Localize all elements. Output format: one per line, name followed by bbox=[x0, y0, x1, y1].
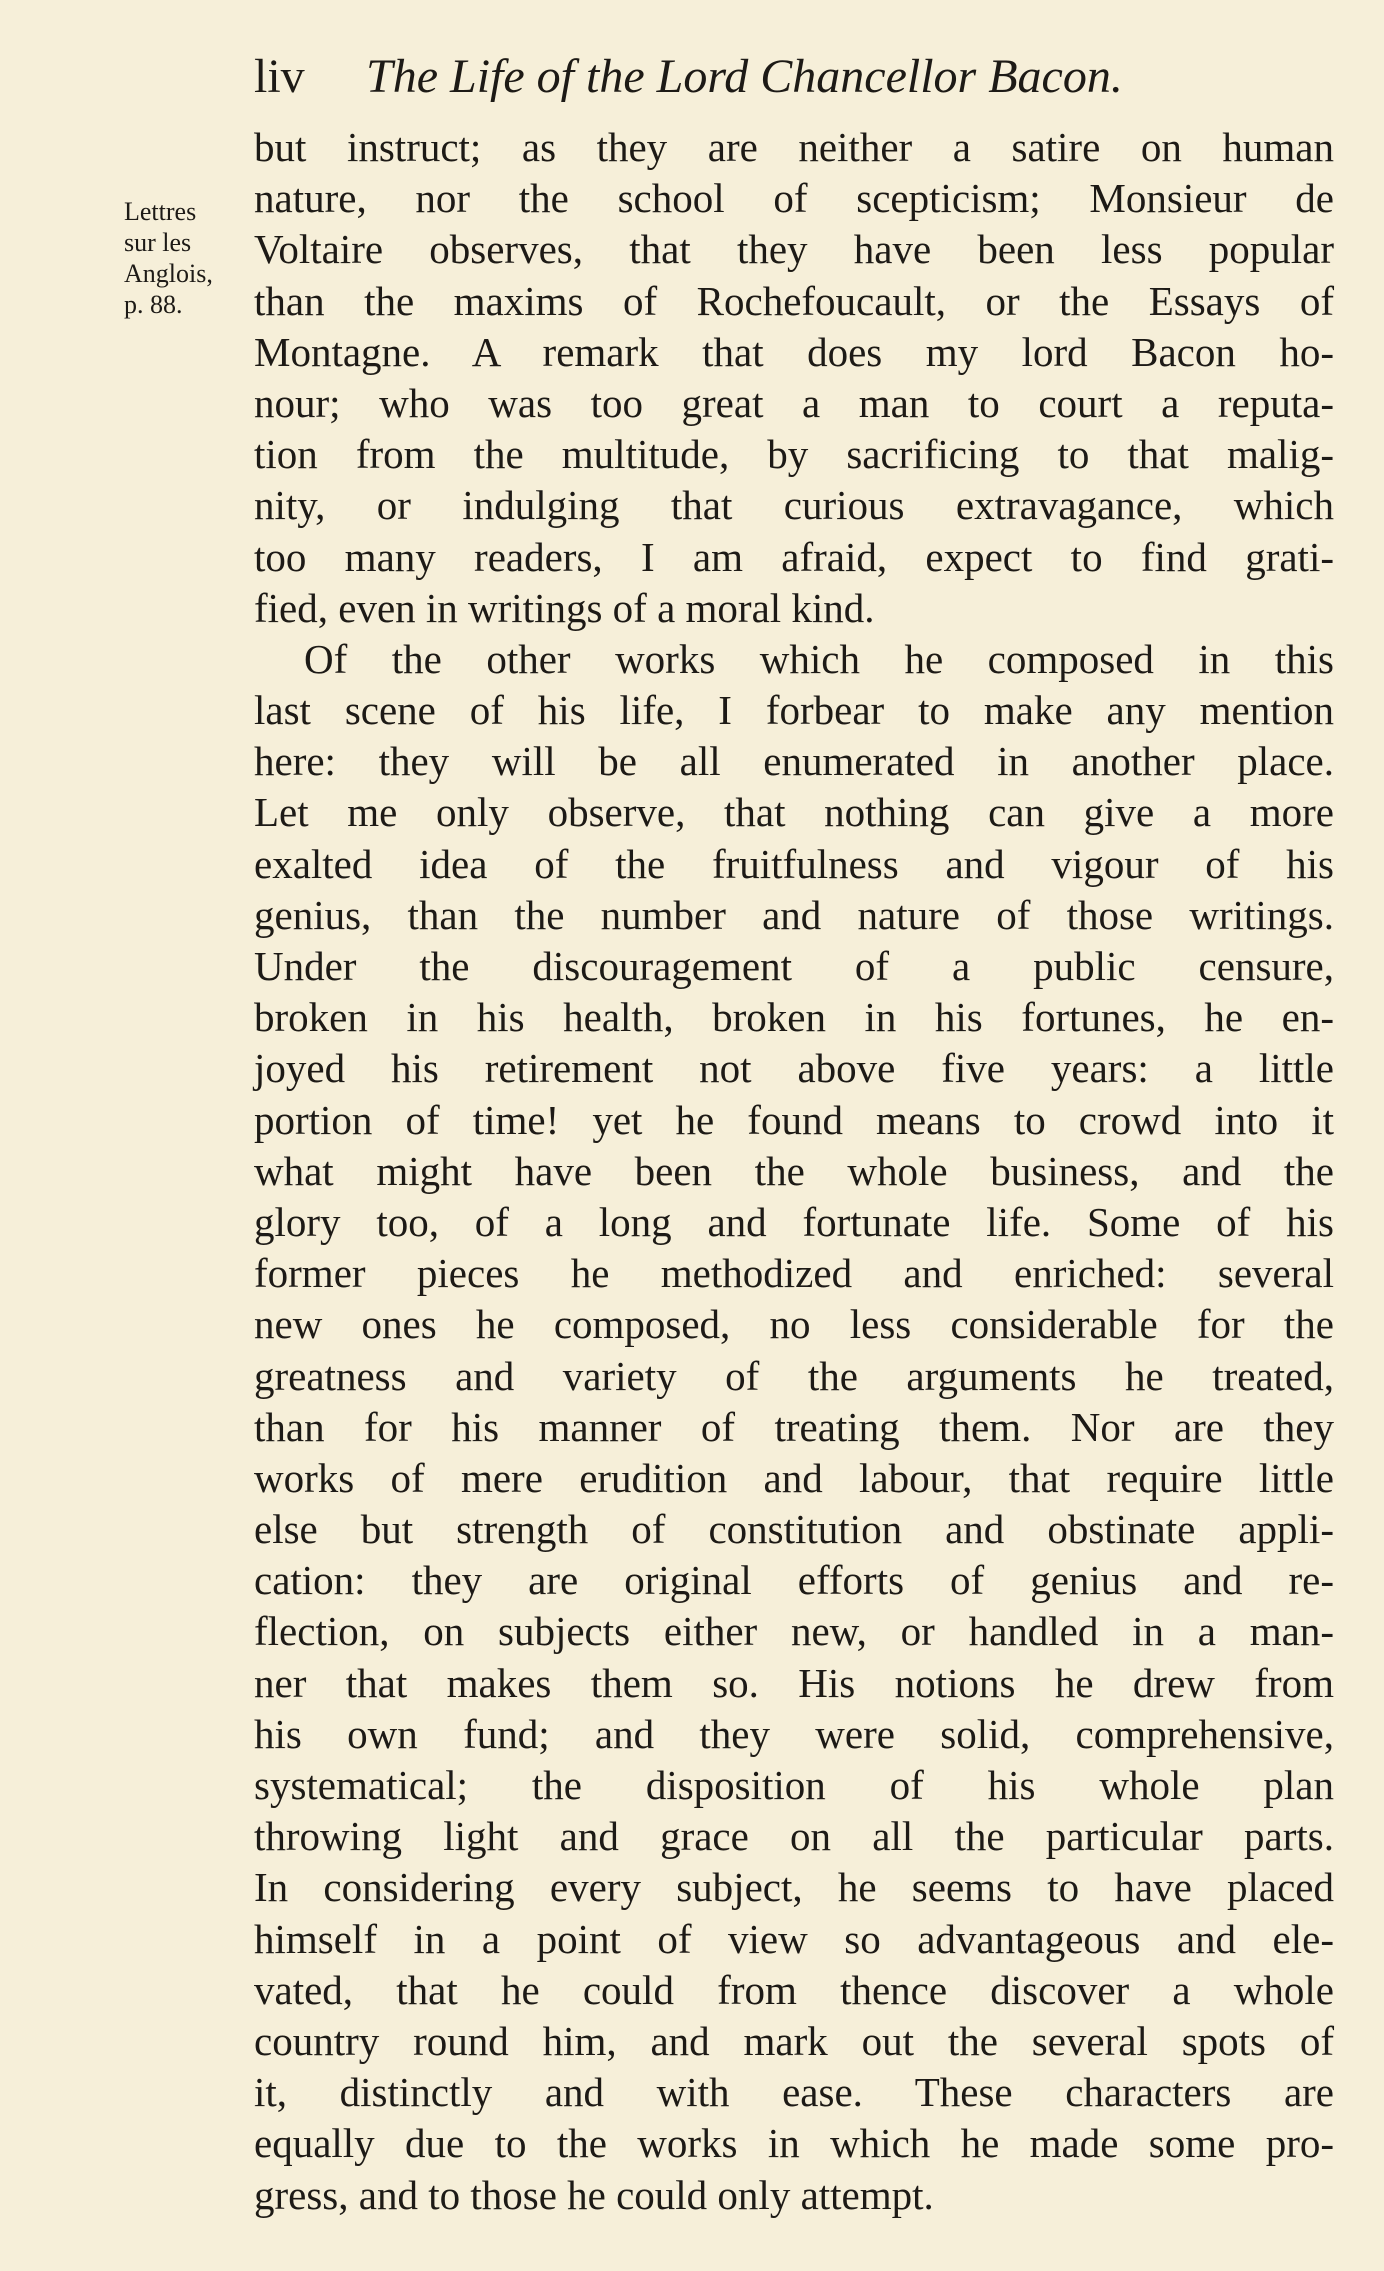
text-line: it, distinctly and with ease. These characters are bbox=[254, 2069, 1334, 2116]
text-line: portion of time! yet he found means to crowd into it bbox=[254, 1096, 1334, 1143]
text-line: too many readers, I am afraid, expect to find grati- bbox=[254, 533, 1334, 580]
text-line: joyed his retirement not above five years: a little bbox=[254, 1045, 1334, 1092]
paragraph-2 bbox=[254, 634, 1334, 2221]
running-head bbox=[254, 40, 1334, 114]
text-line: broken in his health, broken in his fortunes, he en- bbox=[254, 994, 1334, 1041]
text-line: vated, that he could from thence discover a whole bbox=[254, 1966, 1334, 2013]
running-title: The Life of the Lord Chancellor Bacon. bbox=[366, 50, 1123, 103]
text-line: flection, on subjects either new, or handled in a man- bbox=[254, 1608, 1334, 1655]
text-line: Montagne. A remark that does my lord Bacon ho- bbox=[254, 328, 1334, 375]
margin-note bbox=[124, 196, 236, 320]
text-line: glory too, of a long and fortunate life. Some of his bbox=[254, 1198, 1334, 1245]
text-line: greatness and variety of the arguments he treated, bbox=[254, 1352, 1334, 1399]
text-line: country round him, and mark out the several spots of bbox=[254, 2017, 1334, 2064]
text-line: new ones he composed, no less considerable for the bbox=[254, 1301, 1334, 1348]
text-line: cation: they are original efforts of genius and re- bbox=[254, 1557, 1334, 1604]
text-line: nature, nor the school of scepticism; Monsieur de bbox=[254, 175, 1334, 222]
text-line: himself in a point of view so advantageous and ele- bbox=[254, 1915, 1334, 1962]
text-line: In considering every subject, he seems to have placed bbox=[254, 1864, 1334, 1911]
margin-note-line: Lettres bbox=[124, 197, 197, 226]
text-line: exalted idea of the fruitfulness and vigour of his bbox=[254, 840, 1334, 887]
text-line: tion from the multitude, by sacrificing to that malig- bbox=[254, 431, 1334, 478]
text-line: Of the other works which he composed in this bbox=[304, 635, 1334, 682]
body-text bbox=[254, 122, 1334, 2221]
text-line: genius, than the number and nature of those writings. bbox=[254, 891, 1334, 938]
text-line: throwing light and grace on all the particular parts. bbox=[254, 1813, 1334, 1860]
text-line: nity, or indulging that curious extravagance, which bbox=[254, 482, 1334, 529]
margin-note-line: sur les bbox=[124, 228, 192, 257]
text-line: nour; who was too great a man to court a reputa- bbox=[254, 379, 1334, 426]
margin-note-line: Anglois, bbox=[124, 259, 213, 288]
margin-note-line: p. 88. bbox=[124, 290, 183, 319]
text-line: than the maxims of Rochefoucault, or the Essays of bbox=[254, 277, 1334, 324]
text-line: fied, even in writings of a moral kind. bbox=[254, 584, 875, 631]
page-number: liv bbox=[254, 50, 305, 103]
text-line: what might have been the whole business, and the bbox=[254, 1147, 1334, 1194]
text-line: equally due to the works in which he made some pro- bbox=[254, 2120, 1334, 2167]
text-line: systematical; the disposition of his whole plan bbox=[254, 1762, 1334, 1808]
text-line: here: they will be all enumerated in another place. bbox=[254, 738, 1334, 785]
paragraph-1 bbox=[254, 122, 1334, 634]
text-line: former pieces he methodized and enriched: several bbox=[254, 1250, 1334, 1297]
text-line: works of mere erudition and labour, that require little bbox=[254, 1454, 1334, 1501]
text-line: else but strength of constitution and obstinate appli- bbox=[254, 1506, 1334, 1553]
text-line: but instruct; as they are neither a satire on human bbox=[254, 124, 1334, 170]
text-line: gress, and to those he could only attempt. bbox=[254, 2171, 934, 2218]
text-line: last scene of his life, I forbear to make any mention bbox=[254, 687, 1334, 734]
text-line: his own fund; and they were solid, comprehensive, bbox=[254, 1710, 1334, 1757]
text-line: than for his manner of treating them. Nor are they bbox=[254, 1403, 1334, 1450]
text-line: ner that makes them so. His notions he drew from bbox=[254, 1659, 1334, 1706]
text-line: Let me only observe, that nothing can give a more bbox=[254, 789, 1334, 836]
text-line: Voltaire observes, that they have been less popular bbox=[254, 226, 1334, 273]
text-line: Under the discouragement of a public censure, bbox=[254, 943, 1334, 989]
